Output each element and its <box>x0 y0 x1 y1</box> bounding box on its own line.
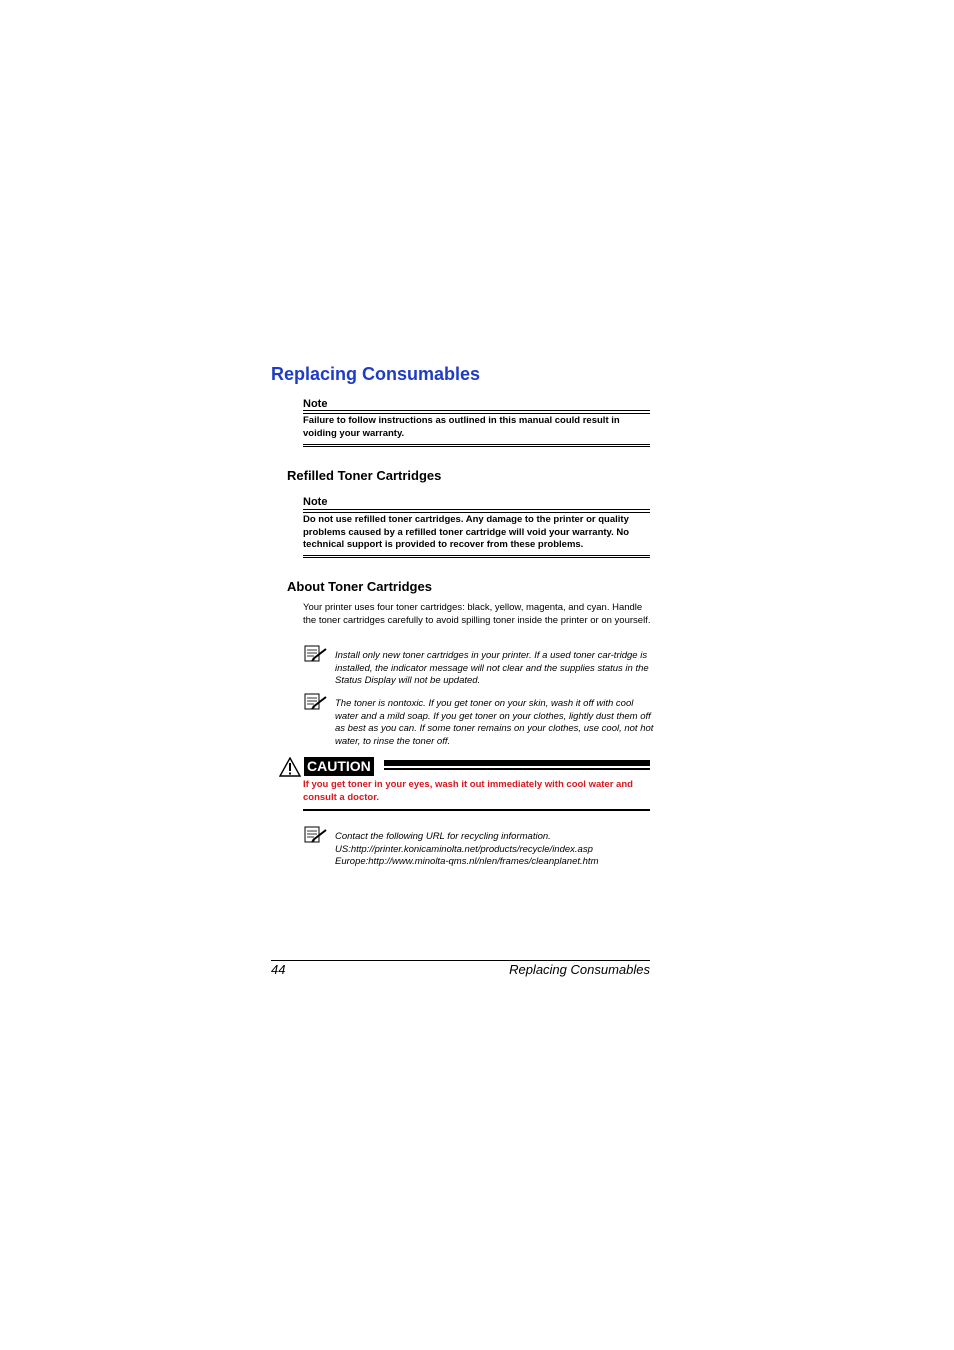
note-pencil-icon <box>304 826 328 844</box>
caution-text: If you get toner in your eyes, wash it out immediately with cool water and consult a doctor. <box>303 779 633 803</box>
note-rule-bottom-inner <box>303 557 650 558</box>
recycling-url-europe: Europe:http://www.minolta-qms.nl/nlen/frames/cleanplanet.htm <box>335 856 599 867</box>
section-title-about: About Toner Cartridges <box>287 579 432 594</box>
footer-section-title: Replacing Consumables <box>509 962 650 977</box>
page-number: 44 <box>271 962 286 977</box>
note-rule-top <box>303 410 650 411</box>
note-rule-top-inner <box>303 413 650 414</box>
note-rule-bottom-inner <box>303 446 650 447</box>
recycling-url-us: US:http://printer.konicaminolta.net/products/recycle/index.asp <box>335 843 593 855</box>
tip-text: Install only new toner cartridges in your printer. If a used toner car-tridge is installed, the indicator message will not clear and the supplies status in the Status Display will not be updated. <box>335 650 649 686</box>
note-text: Failure to follow instructions as outlined in this manual could result in voiding your warranty. <box>303 415 620 439</box>
caution-bar <box>384 760 650 766</box>
note-rule-bottom <box>303 444 650 445</box>
tip-text: The toner is nontoxic. If you get toner on your skin, wash it off with cool water and a mild soap. If you get toner on your clothes, lightly dust them off as best as you can. If some toner remains on your clothes, use cool, not hot water, to rinse the toner off. <box>335 698 654 747</box>
note-label: Note <box>303 398 328 410</box>
section-title-refilled: Refilled Toner Cartridges <box>287 468 442 483</box>
caution-rule-bottom <box>303 809 650 811</box>
footer-rule <box>271 960 650 961</box>
note-label: Note <box>303 496 328 508</box>
recycling-intro: Contact the following URL for recycling information. <box>335 831 551 842</box>
note-rule-top <box>303 509 650 510</box>
note-pencil-icon <box>304 645 328 663</box>
note-text: Do not use refilled toner cartridges. Any damage to the printer or quality problems caused by a refilled toner cartridge will void your warranty. No technical support is provided to recover from these problems. <box>303 514 630 550</box>
page-title: Replacing Consumables <box>271 364 481 384</box>
caution-bar-inner <box>384 768 650 770</box>
body-paragraph: Your printer uses four toner cartridges: black, yellow, magenta, and cyan. Handle the toner cartridges carefully to avoid spilling toner inside the printer or on yourself. <box>303 602 651 626</box>
note-rule-bottom <box>303 555 650 556</box>
note-pencil-icon <box>304 693 328 711</box>
caution-label: CAUTION <box>304 757 374 776</box>
note-rule-top-inner <box>303 512 650 513</box>
recycling-info <box>335 831 655 869</box>
warning-triangle-icon <box>279 757 301 777</box>
